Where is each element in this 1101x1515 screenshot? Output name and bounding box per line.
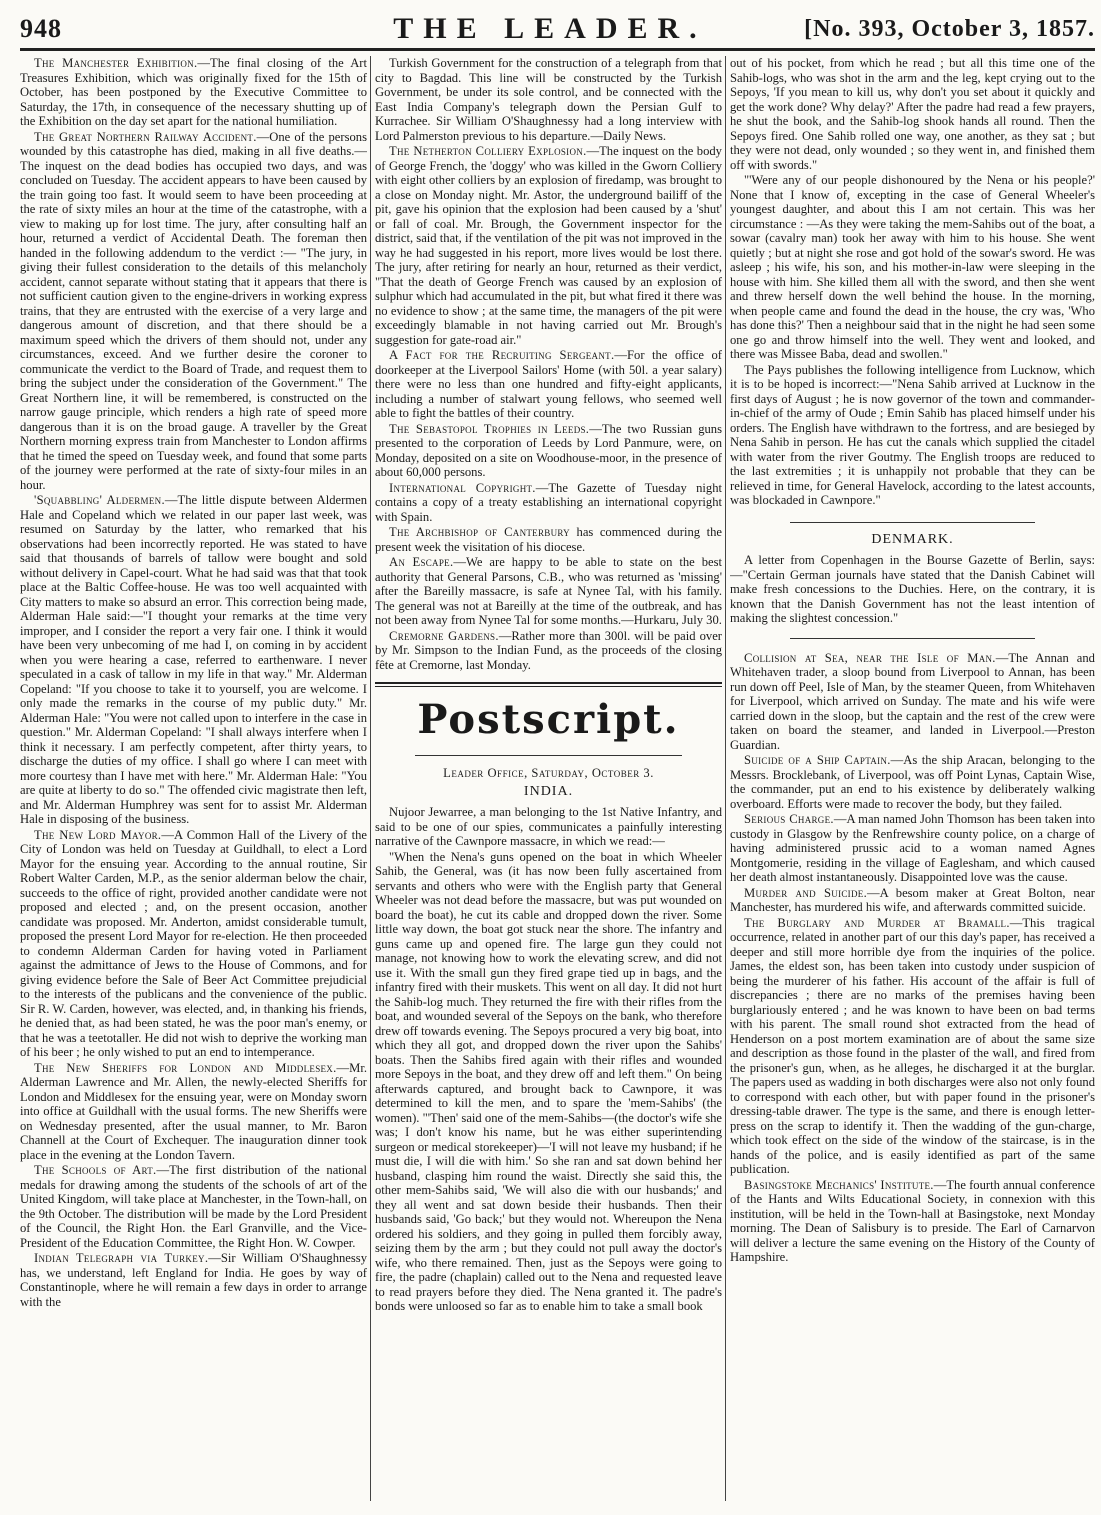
column-divider xyxy=(725,56,726,1501)
article xyxy=(375,144,722,347)
article-body: —Sir William O'Shaughnessy has, we understand, left England for India. He goes by way of Constantinople, where he will remain a few days in order to arrange with the xyxy=(20,1251,367,1309)
article-body: —One of the persons wounded by this catastrophe has died, making in all five deaths.—The inquest on the dead bodies has occupied two days, and was concluded on Tuesday. The accident appears to have been caused by the train going too fast. It would seem to have been proceeding at the rate of sixty miles an hour at the time of the catastrophe, with a view to making up for lost time. The jury, after consulting half an hour, returned a verdict of Accidental Death. The foreman then handed in the following addendum to the verdict :— "The jury, in giving their fullest consideration to the details of this melancholy accident, cannot separate without stating that it appears that there is not sufficient caution given to the engine-drivers in working express trains, that they are entrusted with the exercise of a very large and dangerous amount of discretion, and that there should be a maximum speed which the drivers of them should not, under any circumstances, exceed. And we further desire the coroner to communicate the verdict to the Board of Trade, and request them to bring the subject under the consideration of the Government." The Great Northern line, it will be remembered, is constructed on the narrow gauge principle, which renders a high rate of speed more dangerous than it is on the broad gauge. A traveller by the Great Northern morning express train from Manchester to London affirms that he timed the speed on Tuesday week, and found that some parts of the journey were performed at the rate of sixty-four miles in an hour. xyxy=(20,129,367,492)
article-body: —For the office of doorkeeper at the Liverpool Sailors' Home (with 50l. a year salary) there were no less than one hundred and fifty-eight applicants, including a number of stalwart young fellows, who seemed well able to fight the battles of their country. xyxy=(375,348,722,420)
article-heading: 'Squabbling' Aldermen. xyxy=(34,493,165,507)
article-body: —The two Russian guns presented to the corporation of Leeds by Lord Panmure, were, on Monday, deposited on a site on Woodhouse-moor, in the presence of about 60,000 persons. xyxy=(375,421,722,479)
article-body: "When the Nena's guns opened on the boat in which Wheeler Sahib, the General, was (it has now been fully ascertained from servants and others who were with the English party that General Wheeler was not dead before the massacre, but was put wounded on board the boat), he cut its cable and dropped down the river. Some little way down, the boat got stuck near the shore. The infantry and guns came up and opened fire. The large gun they could not manage, not knowing how to work the elevating screw, and did not use it. With the small gun they fired grape tied up in bags, and the infantry fired with their muskets. This went on all day. It did not hurt the Sahib-log much. They returned the fire with their rifles from the boat, and wounded several of the Sepoys on the bank, who therefore drew off towards evening. The Sepoys procured a very big boat, into which they all got, and dropped down the river upon the Sahibs' boats. Then the Sahibs fired again with their rifles and wounded more Sepoys in the boat, and they drew off and left them." On being afterwards captured, and brought back to Cawnpore, it was determined to kill the men, and to spare the 'mem-Sahibs' (the women). "'Then' said one of the mem-Sahibs—(the doctor's wife she was; I don't know his name, but he was either superintending surgeon or medical storekeeper)—'I will not leave my husband; if he must die, I will die with him.' So she ran and sat down behind her husband, clasping him round the waist. Directly she said this, the other mem-Sahibs said, 'We will also die with our husbands;' and they all went and sat down beside their husbands. Then their husbands said, 'Go back;' but they would not. Whereupon the Nena ordered his soldiers, and they going in pulled them forcibly away, seizing them by the arm ; but they could not pull away the doctor's wife, who there remained. Then, just as the Sepoys were going to fire, the padre (chaplain) called out to the Nena and requested leave to read prayers before they died. The Nena granted it. The padre's bonds were unloosed so far as to enable him to take a small book xyxy=(375,849,722,1313)
article-body: —A Common Hall of the Livery of the City of London was held on Tuesday at Guildhall, to elect a Lord Mayor for the ensuing year. According to the annual routine, Sir Robert Walter Carden, M.P., as the senior alderman below the chair, succeeds to the office of right, provided another candidate were not proposed and elected ; and, on the present occasion, another candidate was proposed. Mr. Anderton, amidst considerable tumult, proposed the present Lord Mayor for re-election. He then proceeded to condemn Alderman Carden for having voted in Parliament against the admittance of Jews to the House of Commons, and for giving evidence before the Sale of Beer Act Committee prejudicial to the interests of the publicans and the convenience of the public. Sir R. W. Carden, however, was elected, and, in thanking his friends, he denied that, as had been stated, he was the poor man's enemy, or that he was a teetotaller. He did not wish to deprive the working man of his beer ; he only wished to put an end to intemperance. xyxy=(20,827,367,1059)
article-body: —The final closing of the Art Treasures Exhibition, which was originally fixed for the 15th of October, has been postponed by the Executive Committee to Saturday, the 17th, in consequence of the necessary shutting up of the Exhibition on the day set apart for the national humiliation. xyxy=(20,56,367,128)
article xyxy=(375,805,722,849)
article-body: has commenced during the present week the visitation of his diocese. xyxy=(375,525,722,554)
article xyxy=(20,493,367,827)
article-body: —The fourth annual conference of the Hants and Wilts Educational Society, in connexion with this institution, will be held in the Town-hall at Basingstoke, next Monday morning. The Dean of Salisbury is to preside. The Earl of Carnarvon will deliver a lecture the same evening on the History of the County of Hampshire. xyxy=(730,1177,1095,1264)
article xyxy=(20,1061,367,1163)
article-heading: An Escape. xyxy=(389,555,454,569)
masthead-rule xyxy=(20,50,1095,51)
article xyxy=(730,916,1095,1177)
masthead xyxy=(20,12,1095,50)
article xyxy=(375,481,722,525)
article-body: —Mr. Alderman Lawrence and Mr. Allen, the newly-elected Sheriffs for London and Middlesex for the ensuing year, were on Monday sworn into office at Guildhall with the usual forms. The new Sheriffs were on Wednesday presented, after the usual manner, to Mr. Baron Channell at the Court of Exchequer. The inauguration dinner took place in the evening at the London Tavern. xyxy=(20,1060,367,1162)
article xyxy=(730,553,1095,626)
article-body: —The first distribution of the national medals for drawing among the students of the schools of art of the United Kingdom, will take place at Manchester, in the Town-hall, on the 9th October. The distribution will be made by the Lord President of the Council, the Right Hon. the Earl Granville, and the Vice-President of the Education Committee, the Right Hon. W. Cowper. xyxy=(20,1163,367,1250)
article xyxy=(20,1163,367,1250)
article xyxy=(375,850,722,1314)
divider xyxy=(790,522,1035,523)
article-heading: Collision at Sea, near the Isle of Man. xyxy=(744,650,996,665)
article-body: —Rather more than 300l. will be paid over by Mr. Simpson to the Indian Fund, as the proceeds of the closing fête at Cremorne, last Monday. xyxy=(375,628,722,672)
article-body: out of his pocket, from which he read ; but all this time one of the Sahib-logs, who was shot in the arm and the leg, kept crying out to the Sepoys, 'If you mean to kill us, why don't you set about it quickly and get the work done? Why delay?' After the padre had read a few prayers, he shut the book, and the Sahib-log shook hands all round. Then the Sepoys fired. One Sahib rolled one way, one another, as they sat ; but they were not dead, only wounded ; so they went in, and finished them off with swords." xyxy=(730,56,1095,172)
article-heading: Murder and Suicide. xyxy=(744,885,868,900)
article xyxy=(375,56,722,143)
section-rule xyxy=(375,682,722,687)
article xyxy=(375,629,722,673)
article xyxy=(730,753,1095,811)
article xyxy=(730,1178,1095,1265)
article-heading: Serious Charge. xyxy=(744,812,834,826)
column-1 xyxy=(20,56,367,1501)
article-body: —The little dispute between Aldermen Hale and Copeland which we related in our paper last week, was resumed on Saturday by the latter, who remarked that his observations had been incorrectly reported. He was stated to have said that thousands of barrels of tallow were bought and sold without delivery in Capel-court. What he had said was that that took place at the Baltic Coffee-house. He was too well acquainted with City matters to make so absurd an error. This correction being made, Alderman Hale said:—"I thought your remarks at the time very improper, and I consider the report a very fair one. I think it would have been very unbecoming of me had I, on coming in by accident when you were hearing a case, referred to earthenware. I never speculated in a cask of tallow in my life in that way." Mr. Alderman Copeland: "If you choose to take it to yourself, you are welcome. I only made the remarks in the course of my public duty." Mr. Alderman Hale: "You were not called upon to interfere in the case in question." Mr. Alderman Copeland: "I shall always interfere when I think it necessary. I am perfectly competent, after thirty years, to discharge the duties of my office. I shall go where I can meet with more courtesy than I have met with here." Mr. Alderman Hale: "You are quite at liberty to do so." The offended civic magistrate then left, and Mr. Alderman Humphrey was sent for to assist Mr. Alderman Hale in disposing of the business. xyxy=(20,493,367,826)
article-heading: Cremorne Gardens. xyxy=(389,628,499,643)
article-body: A letter from Copenhagen in the Bourse Gazette of Berlin, says:—"Certain German journals have stated that the Danish Cabinet will make fresh concessions to the Duchies. Here, on the contrary, it is known that the Danish Government has not the least intention of making the slightest concession." xyxy=(730,553,1095,625)
article-body: —A man named John Thomson has been taken into custody in Glasgow by the Renfrewshire county police, on a charge of having administered prussic acid to a woman named Agnes Montgomerie, residing in the village of Eaglesham, and which caused her death almost instantaneously. Disappointed love was the cause. xyxy=(730,812,1095,884)
page-number: 948 xyxy=(20,14,62,43)
article-body: "'Were any of our people dishonoured by the Nena or his people?' None that I know of, excepting in the case of General Wheeler's youngest daughter, and about this I am not certain. This was her circumstance : —As they were taking the mem-Sahibs out of the boat, a sowar (cavalry man) took her away with him to his house. She went quietly ; but at night she rose and got hold of the sowar's sword. He was asleep ; his wife, his son, and his mother-in-law were sleeping in the house with him. She killed them all with the sword, and then she went and threw herself down the well behind the house. In the morning, when people came and found the dead in the house, the cry was, 'Who has done this?' Then a neighbour said that in the night he had seen some one go and throw himself into the well. They went and looked, and there was Missee Baba, dead and swollen." xyxy=(730,173,1095,361)
column-2 xyxy=(375,56,722,1501)
article-body: Nujoor Jewarree, a man belonging to the 1st Native Infantry, and said to be one of our spies, communicates a painfully interesting narrative of the Cawnpore massacre, in which we read:— xyxy=(375,805,722,848)
article xyxy=(730,812,1095,885)
article xyxy=(20,130,367,493)
article-heading: Indian Telegraph via Turkey. xyxy=(34,1251,209,1265)
article xyxy=(730,173,1095,362)
article-heading: The Burglary and Murder at Bramall. xyxy=(744,915,1010,930)
article-heading: The Schools of Art. xyxy=(34,1163,157,1177)
article xyxy=(730,363,1095,508)
article-body: The Pays publishes the following intelligence from Lucknow, which it is to be hoped is incorrect:—"Nena Sahib arrived at Lucknow in the first days of August ; he is now governor of the town and commander-in-chief of the army of Oude ; Emin Sahib has placed himself under his orders. The English have withdrawn to the fortress, and are besieged by Nena Sahib in person. He has cut the canals which supplied the citadel with water from the river Goutmy. The English troops are reduced to the last extremities ; it is unhappily not probable that they can be relieved in time, for General Havelock, according to the latest accounts, was blockaded in Cawnpore." xyxy=(730,362,1095,507)
article-body: —As the ship Aracan, belonging to the Messrs. Brocklebank, of Liverpool, was off Point Lynas, Captain Wise, the commander, put an end to his existence by deliberately walking overboard. Efforts were made to recover the body, but they failed. xyxy=(730,753,1095,811)
section-heading-india: INDIA. xyxy=(523,783,574,799)
article-heading: The Netherton Colliery Explosion. xyxy=(389,144,587,158)
article-body: —We are happy to be able to state on the best authority that General Parsons, C.B., who was returned as 'missing' after the Bareilly massacre, is safe at Nynee Tal, with his family. The general was not at Bareilly at the time of the outbreak, and has not been away from Nynee Tal for some months.—Hurkaru, July 30. xyxy=(375,555,722,627)
dateline: Leader Office, Saturday, October 3. xyxy=(443,766,654,780)
article xyxy=(730,651,1095,753)
column-3 xyxy=(730,56,1095,1501)
article xyxy=(375,348,722,421)
divider xyxy=(415,755,682,756)
newspaper-title: THE LEADER. xyxy=(393,12,707,45)
article xyxy=(20,1251,367,1309)
article xyxy=(20,56,367,129)
article-heading: The Archbishop of Canterbury xyxy=(389,525,570,539)
article-body: —This tragical occurrence, related in another part of our this day's paper, has received a deeper and still more horrible dye from the inquiries of the police. James, the eldest son, has been taken into custody under suspicion of being the murderer of his father. His account of the affair is full of discrepancies ; there are no marks of the premises having been burglariously entered ; and he was known to have been on bad terms with his parent. The small round shot extracted from the head of Henderson on a post mortem examination are of about the same size and description as those found in the plaster of the wall, and fired from the prisoner's gun, when, as he alleges, he discharged it at the burglar. The papers used as wadding in both discharges were also not only found to correspond with each other, but with paper found in the prisoner's dressing-table drawer. The type is the same, and there is enough letter-press on the scrap to identify it. Then the wadding of the gun-charge, which took effect on the side of the window of the staircase, is in the hands of the police, and is easily identified as part of the same publication. xyxy=(730,915,1095,1176)
article-body: —The Annan and Whitehaven trader, a sloop bound from Liverpool to Annan, has been run down off Peel, Isle of Man, by the steamer Queen, from Whitehaven for Liverpool, which arrived on Sunday. The mate and his wife were carried down in the sloop, but the captain and the rest of the crew were taken on board the steamer, and landed in Liverpool.—Preston Guardian. xyxy=(730,650,1095,752)
article-heading: International Copyright. xyxy=(389,480,536,495)
section-heading-denmark: DENMARK. xyxy=(871,531,954,547)
article-heading: The New Lord Mayor. xyxy=(34,827,162,842)
article xyxy=(20,828,367,1060)
article-body: —A besom maker at Great Bolton, near Manchester, has murdered his wife, and afterwards committed suicide. xyxy=(730,885,1095,914)
article xyxy=(730,886,1095,915)
article-heading: The New Sheriffs for London and Middlesex. xyxy=(34,1060,337,1075)
article-heading: The Manchester Exhibition. xyxy=(34,56,198,70)
article xyxy=(375,555,722,628)
article xyxy=(375,525,722,554)
divider xyxy=(790,638,1035,639)
article xyxy=(730,56,1095,172)
article-heading: Suicide of a Ship Captain. xyxy=(744,753,891,767)
column-divider xyxy=(370,56,371,1501)
article-body: —The inquest on the body of George French, the 'doggy' who was killed in the Gworn Colliery with eight other colliers by an explosion of firedamp, was brought to a close on Monday night. Mr. Astor, the underground bailiff of the pit, gave his opinion that the explosion had been caused by a 'shut' or fall of coal. Mr. Brough, the Government inspector for the district, said that, if the ventilation of the pit was not improved in the way he had suggested in his report, more lives would be lost there. The jury, after retiring for nearly an hour, returned as their verdict, "That the death of George French was caused by an explosion of sulphur which had accumulated in the pit, but what fired it there was no evidence to show ; at the same time, the managers of the pit were exceedingly blamable in not having carried out Mr. Brough's suggestion for gate-road air." xyxy=(375,144,722,347)
article-heading: A Fact for the Recruiting Sergeant. xyxy=(389,348,615,362)
article xyxy=(375,422,722,480)
issue-date: [No. 393, October 3, 1857. xyxy=(804,16,1095,42)
article-heading: The Great Northern Railway Accident. xyxy=(34,129,257,144)
article-body: Turkish Government for the construction of a telegraph from that city to Bagdad. This line will be constructed by the Turkish Government, be under its sole control, and be connected with the East India Company's telegraph down the Persian Gulf to Kurrachee. Sir William O'Shaughnessy had a long interview with Lord Palmerston previous to his departure.—Daily News. xyxy=(375,56,722,143)
article-body: —The Gazette of Tuesday night contains a copy of a treaty establishing an international copyright with Spain. xyxy=(375,480,722,524)
postscript-heading: Postscript. xyxy=(417,696,680,743)
article-heading: Basingstoke Mechanics' Institute. xyxy=(744,1177,934,1192)
article-heading: The Sebastopol Trophies in Leeds. xyxy=(389,421,590,436)
